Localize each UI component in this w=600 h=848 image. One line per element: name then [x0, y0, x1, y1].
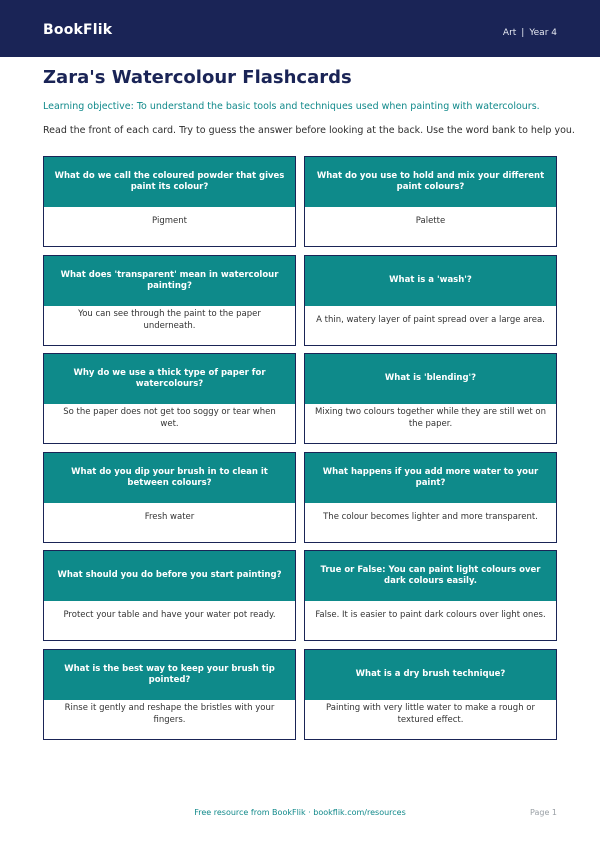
subject-label: Art [502, 28, 517, 38]
card-front: What do we call the coloured powder that gives paint its colour? [44, 157, 295, 207]
card-back: You can see through the paint to the paper underneath. [78, 309, 261, 331]
flashcard [304, 649, 557, 740]
card-back: Mixing two colours together while they are still wet on the paper. [315, 407, 546, 429]
card-front: What is a 'wash'? [305, 256, 556, 306]
card-back: Pigment [152, 215, 187, 226]
card-back: Protect your table and have your water pot ready. [63, 609, 276, 620]
flashcard [304, 452, 557, 543]
learning-objective: Learning objective: To understand the basic tools and techniques used when painting with watercolours. [43, 101, 540, 112]
card-front: What should you do before you start painting? [44, 551, 295, 601]
flashcard [304, 353, 557, 444]
card-front: Why do we use a thick type of paper for watercolours? [44, 354, 295, 404]
flashcard [43, 156, 296, 247]
flashcard [43, 353, 296, 444]
top-bar [0, 0, 600, 57]
card-back: Rinse it gently and reshape the bristles with your fingers. [64, 703, 275, 725]
card-back: So the paper does not get too soggy or tear when wet. [63, 407, 276, 429]
flashcard [43, 255, 296, 346]
card-back: A thin, watery layer of paint spread over a large area. [316, 314, 545, 325]
flashcard [43, 452, 296, 543]
card-front: What do you use to hold and mix your different paint colours? [305, 157, 556, 207]
card-front: What is the best way to keep your brush tip pointed? [44, 650, 295, 700]
footer-link[interactable]: Free resource from BookFlik · bookflik.com/resources [194, 808, 406, 817]
card-front: What do you dip your brush in to clean it between colours? [44, 453, 295, 503]
card-front: What is 'blending'? [305, 354, 556, 404]
card-back: The colour becomes lighter and more transparent. [323, 511, 538, 522]
subject-year [503, 28, 557, 38]
page-number: Page 1 [530, 808, 557, 817]
page-title: Zara's Watercolour Flashcards [43, 67, 352, 88]
flashcard [304, 550, 557, 641]
card-back: Painting with very little water to make a rough or textured effect. [326, 703, 535, 725]
brand-logo[interactable]: BookFlik [43, 22, 113, 38]
card-front: What does 'transparent' mean in watercolour painting? [44, 256, 295, 306]
card-front: What is a dry brush technique? [305, 650, 556, 700]
instructions: Read the front of each card. Try to guess the answer before looking at the back. Use the word bank to help you. [43, 125, 575, 136]
year-label: Year 4 [529, 28, 557, 38]
separator: | [521, 28, 525, 38]
card-back: Fresh water [144, 511, 195, 522]
card-back: Palette [415, 215, 446, 226]
card-front: What happens if you add more water to your paint? [305, 453, 556, 503]
flashcard [43, 649, 296, 740]
flashcard [43, 550, 296, 641]
flashcard [304, 255, 557, 346]
card-front: True or False: You can paint light colours over dark colours easily. [305, 551, 556, 601]
flashcard [304, 156, 557, 247]
card-back: False. It is easier to paint dark colours over light ones. [315, 609, 546, 620]
